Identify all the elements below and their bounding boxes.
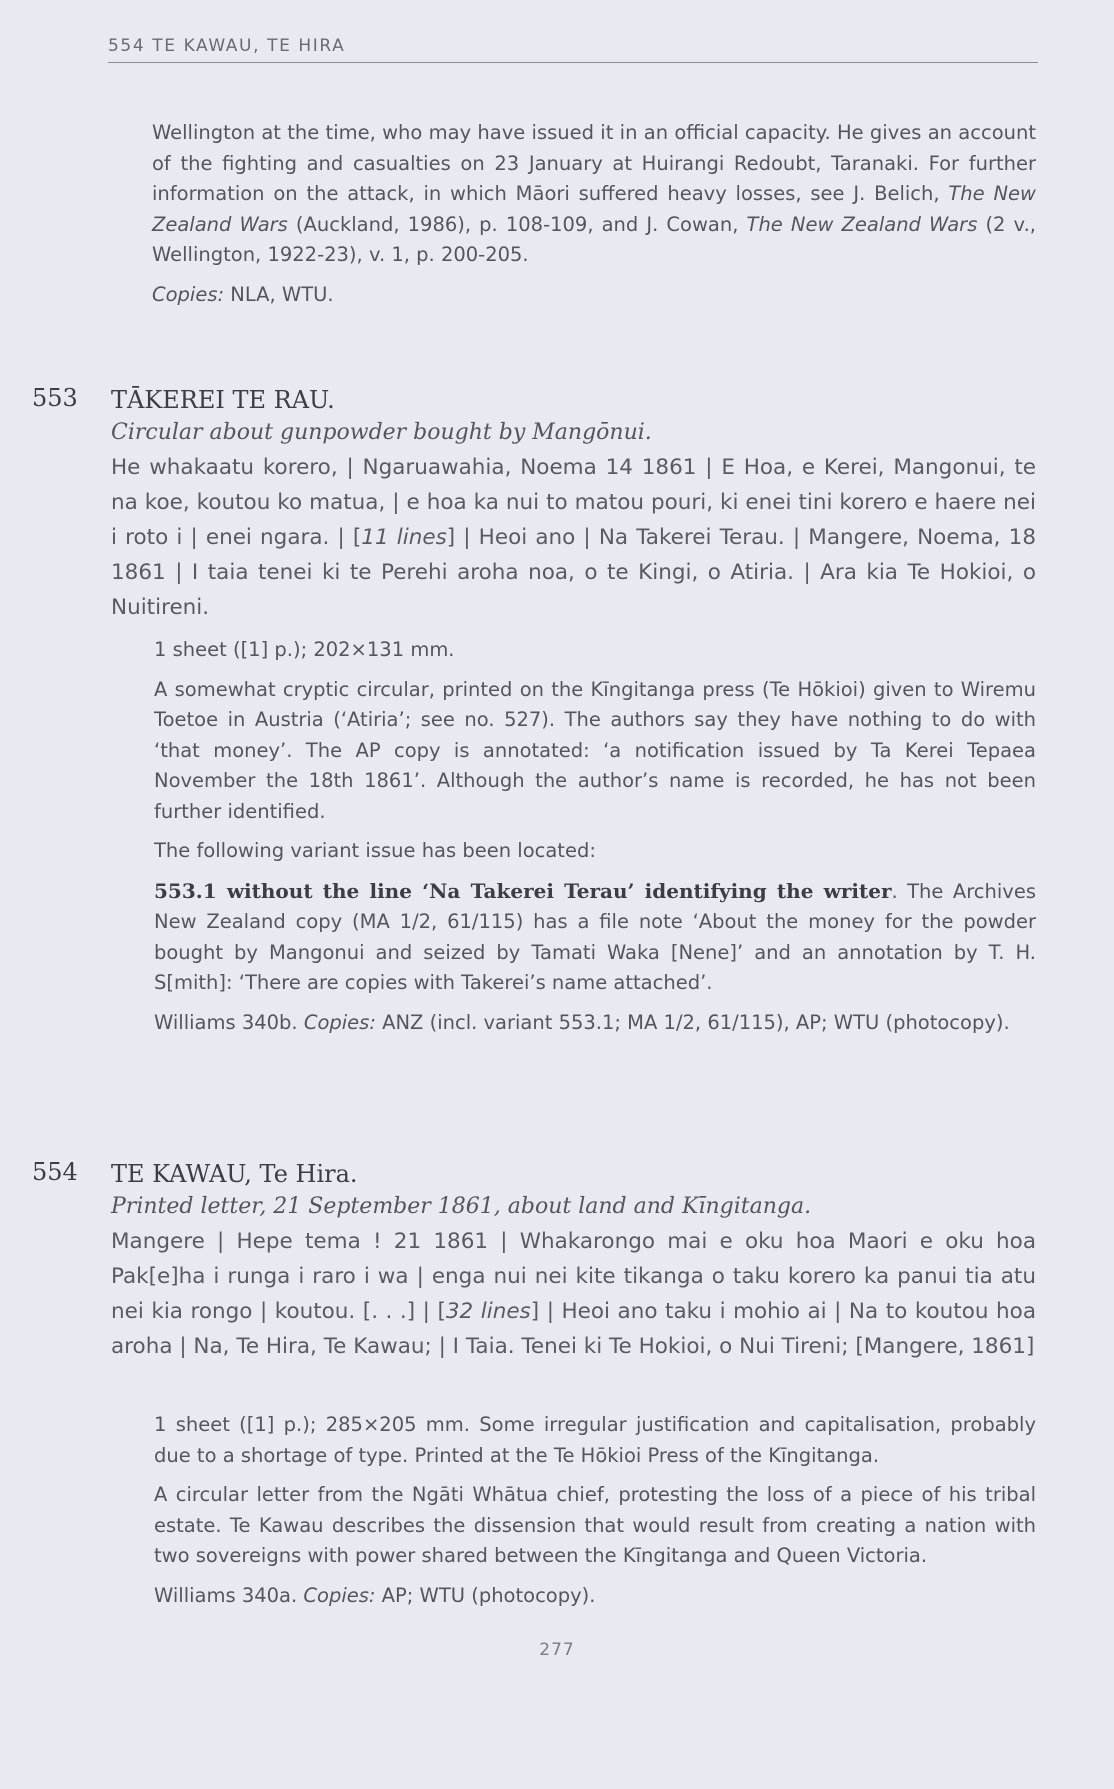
book-title: The New Zealand Wars (152, 182, 1036, 236)
entry-554-description: Printed letter, 21 September 1861, about land and Kīngitanga. (111, 1194, 812, 1219)
entry-553-references: Williams 340b. Copies: ANZ (incl. variant 553.1; MA 1/2, 61/115), AP; WTU (photocopy). (154, 1010, 1010, 1034)
entry-553-note: A somewhat cryptic circular, printed on the Kīngitanga press (Te Hōkioi) given to Wiremu Toetoe in Austria (‘Atiria’; see no. 527). The authors say they have nothing to do with ‘that money’. The AP copy is annotated: ‘a notification issued by Ta Kerei Tepaea November the 18th 1861’. Although the author’s name is recorded, he has not been further identified. (154, 677, 1036, 823)
previous-entry-continuation (152, 118, 1036, 310)
entry-553-physical: 1 sheet ([1] p.); 202×131 mm. (154, 638, 455, 661)
previous-entry-copies: Copies: NLA, WTU. (152, 282, 334, 306)
entry-554-title: TE KAWAU, Te Hira. (111, 1160, 358, 1188)
entry-554-references: Williams 340a. Copies: AP; WTU (photocopy). (154, 1583, 596, 1607)
entry-554-notes (154, 1410, 1036, 1620)
entry-553-transcript: He whakaatu korero, | Ngaruawahia, Noema 14 1861 | E Hoa, e Kerei, Mangonui, te na koe, koutou ko matua, | e hoa ka nui to matou pouri, ki enei tini korero e haere nei i roto i | enei ngara. | [11 lines] | Heoi ano | Na Takerei Terau. | Mangere, Noema, 18 1861 | I taia tenei ki te Perehi aroha noa, o te Kingi, o Atiria. | Ara kia Te Hokioi, o Nuitireni. (111, 455, 1036, 620)
entry-554-heading (111, 1158, 1036, 1364)
previous-entry-note: Wellington at the time, who may have issued it in an official capacity. He gives an account of the fighting and casualties on 23 January at Huirangi Redoubt, Taranaki. For further information on the attack, in which Māori suffered heavy losses, see J. Belich, The New Zealand Wars (Auckland, 1986), p. 108-109, and J. Cowan, The New Zealand Wars (2 v., Wellington, 1922-23), v. 1, p. 200-205. (152, 121, 1036, 266)
entry-number-553: 553 (32, 384, 78, 412)
entry-554-physical: 1 sheet ([1] p.); 285×205 mm. Some irregular justification and capitalisation, probably due to a shortage of type. Printed at the Te Hōkioi Press of the Kīngitanga. (154, 1413, 1036, 1467)
entry-553-title: TĀKEREI TE RAU. (111, 386, 335, 414)
entry-554-transcript: Mangere | Hepe tema ! 21 1861 | Whakarongo mai e oku hoa Maori e oku hoa Pak[e]ha i runga i raro i wa | enga nui nei kite tikanga o taku korero ka panui tia atu nei kia rongo | koutou. [. . .] | [32 lines] | Heoi ano taku i mohio ai | Na to koutou hoa aroha | Na, Te Hira, Te Kawau; | I Taia. Tenei ki Te Hokioi, o Nui Tireni; [Mangere, 1861] (111, 1229, 1036, 1359)
entry-553-variant-intro: The following variant issue has been located: (154, 839, 596, 862)
entry-553-variant: 553.1 without the line ‘Na Takerei Terau’ identifying the writer. The Archives New Zealand copy (MA 1/2, 61/115) has a file note ‘About the money for the powder bought by Mangonui and seized by Tamati Waka [Nene]’ and an annotation by T. H. S[mith]: ‘There are copies with Takerei’s name attached’. (154, 878, 1036, 994)
running-head: 554 TE KAWAU, TE HIRA (108, 36, 1038, 63)
page-number: 277 (539, 1640, 575, 1660)
entry-554-note: A circular letter from the Ngāti Whātua chief, protesting the loss of a piece of his tribal estate. Te Kawau describes the dissension that would result from creating a nation with two sovereigns with power shared between the Kīngitanga and Queen Victoria. (154, 1483, 1036, 1567)
book-title: The New Zealand Wars (746, 212, 978, 236)
entry-553-description: Circular about gunpowder bought by Mangōnui. (111, 420, 652, 445)
variant-label: 553.1 without the line ‘Na Takerei Terau’ identifying the writer (154, 878, 892, 903)
entry-553-notes (154, 635, 1036, 1047)
entry-553-heading (111, 384, 1036, 625)
entry-number-554: 554 (32, 1158, 78, 1186)
